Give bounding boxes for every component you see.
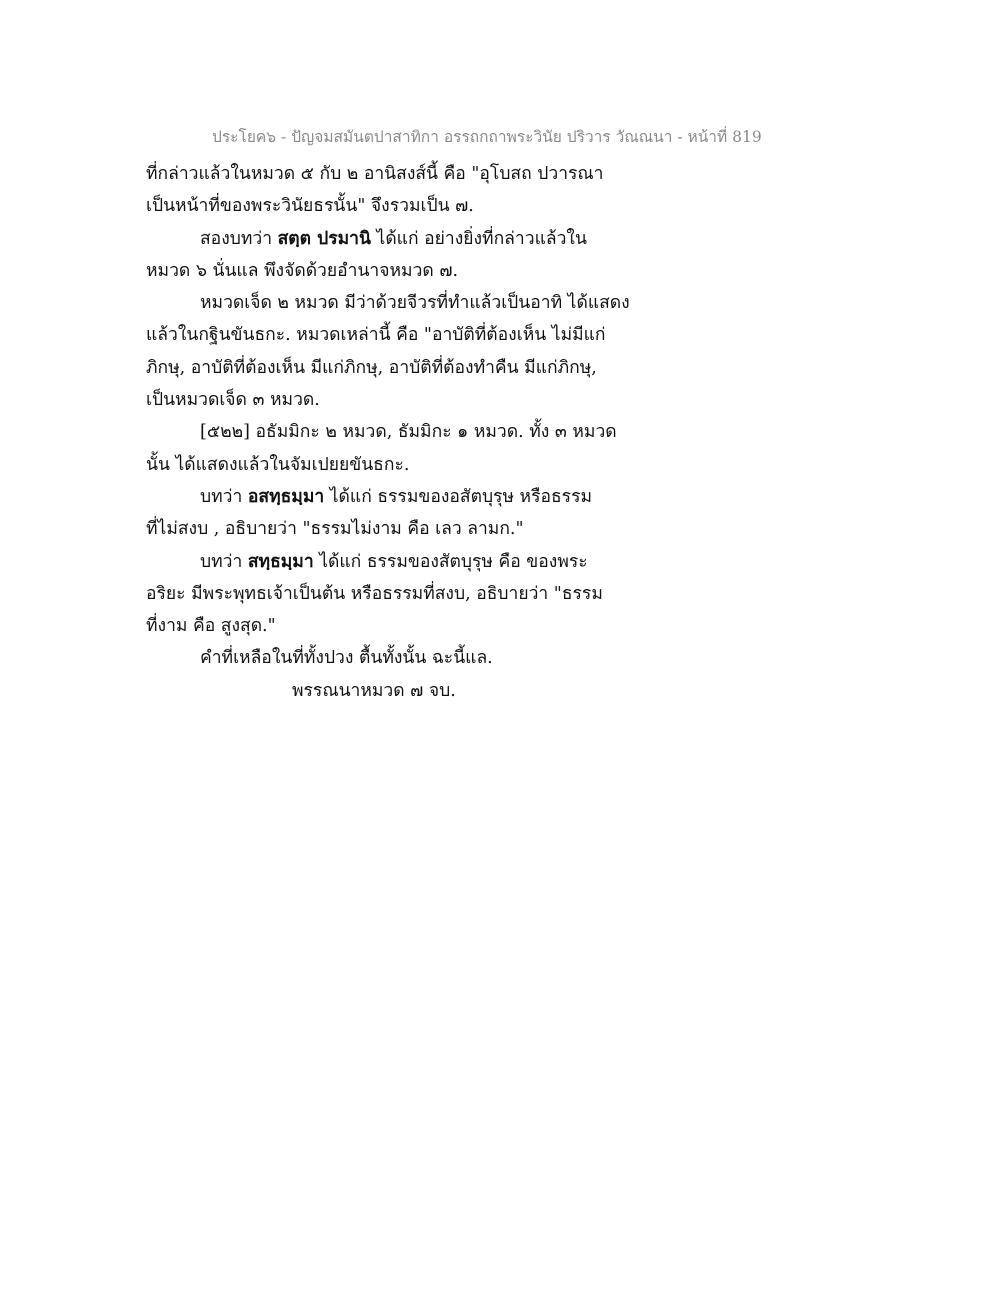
text-run: ได้แก่ ธรรมของอสัตบุรุษ หรือธรรม (324, 486, 593, 507)
text-line: ที่งาม คือ สูงสุด." (146, 616, 276, 637)
text-line: นั้น ได้แสดงแล้วในจัมเปยยขันธกะ. (146, 454, 410, 475)
text-line: ที่ไม่สงบ , อธิบายว่า "ธรรมไม่งาม คือ เลว ลามก." (146, 519, 524, 540)
text-line: หมวด ๖ นั่นแล พึงจัดด้วยอำนาจหมวด ๗. (146, 260, 459, 281)
page-header: ประโยค๖ - ปัญจมสมันตปาสาทิกา อรรถกถาพระวินัย ปริวาร วัณณนา - หน้าที่ 819 (212, 128, 762, 146)
bold-term: อสทฺธมฺมา (247, 486, 325, 507)
text-line: เป็นหน้าที่ของพระวินัยธรนั้น" จึงรวมเป็น ๗. (146, 196, 474, 217)
text-line (146, 546, 866, 578)
text-line: คำที่เหลือในที่ทั้งปวง ตื้นทั้งนั้น ฉะนี้แล. (200, 648, 493, 669)
text-run: สองบทว่า (200, 228, 278, 249)
text-run: ได้แก่ ธรรมของสัตบุรุษ คือ ของพระ (313, 551, 588, 572)
text-line (146, 481, 866, 513)
text-line: แล้วในกฐินขันธกะ. หมวดเหล่านี้ คือ "อาบัติที่ต้องเห็น ไม่มีแก่ (146, 325, 606, 346)
bold-term: สทฺธมฺมา (247, 551, 314, 572)
text-line: อริยะ มีพระพุทธเจ้าเป็นต้น หรือธรรมที่สงบ, อธิบายว่า "ธรรม (146, 583, 603, 604)
text-run: บทว่า (200, 486, 248, 507)
body-text (146, 158, 866, 707)
text-line (146, 223, 866, 255)
text-line: ที่กล่าวแล้วในหมวด ๕ กับ ๒ อานิสงส์นี้ คือ "อุโบสถ ปวารณา (146, 164, 604, 184)
text-line: หมวดเจ็ด ๒ หมวด มีว่าด้วยจีวรที่ทำแล้วเป็นอาทิ ได้แสดง (200, 293, 630, 314)
text-line: ภิกษุ, อาบัติที่ต้องเห็น มีแก่ภิกษุ, อาบัติที่ต้องทำคืน มีแก่ภิกษุ, (146, 357, 597, 378)
bold-term: สตฺต ปรมานิ (277, 228, 371, 249)
closing-line: พรรณนาหมวด ๗ จบ. (292, 680, 456, 701)
text-run: บทว่า (200, 551, 248, 572)
text-run: ได้แก่ อย่างยิ่งที่กล่าวแล้วใน (370, 228, 587, 249)
text-line: เป็นหมวดเจ็ด ๓ หมวด. (146, 390, 320, 411)
text-line: [๕๒๒] อธัมมิกะ ๒ หมวด, ธัมมิกะ ๑ หมวด. ทั้ง ๓ หมวด (200, 422, 617, 443)
